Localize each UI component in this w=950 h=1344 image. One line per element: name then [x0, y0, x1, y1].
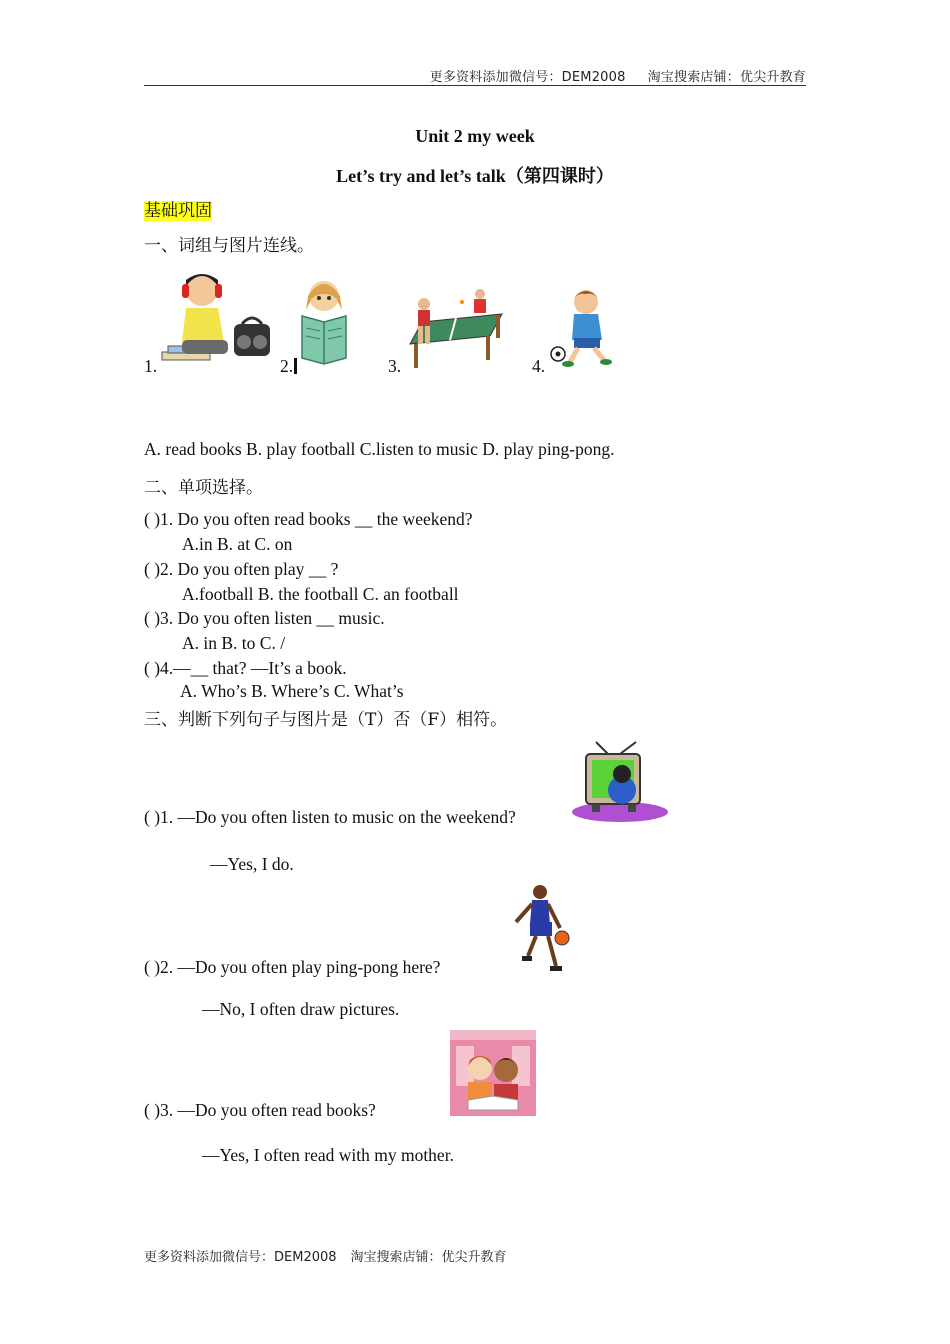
mc-options-1: A.in B. at C. on: [182, 534, 293, 554]
tf-question-3: ( )3. —Do you often read books?: [144, 1100, 376, 1120]
mc-question-1: ( )1. Do you often read books __ the weekend?: [144, 509, 473, 529]
mc-question-2: ( )2. Do you often play __ ?: [144, 559, 339, 579]
page-footer: [144, 1246, 507, 1265]
unit-title: Unit 2 my week: [415, 126, 535, 146]
tf-answer-3: —Yes, I often read with my mother.: [202, 1145, 454, 1165]
pic-number-4: 4.: [532, 356, 546, 376]
header-wechat: 更多资料添加微信号：DEM2008: [429, 70, 626, 85]
part3-heading: 三、判断下列句子与图片是（T）否（F）相符。: [144, 710, 508, 730]
header-rule: [144, 85, 806, 86]
watching-tv-picture: [568, 740, 670, 826]
tf-question-2: ( )2. —Do you often play ping-pong here?: [144, 957, 441, 977]
text-cursor-mark: [294, 358, 297, 374]
tf-answer-2: —No, I often draw pictures.: [202, 999, 400, 1019]
basketball-picture: [508, 882, 572, 976]
part2-heading: 二、单项选择。: [144, 478, 263, 498]
football-picture: [548, 288, 620, 370]
section-label-text: 基础巩固: [144, 201, 212, 221]
pic-number-1: 1.: [144, 356, 158, 376]
mc-question-3: ( )3. Do you often listen __ music.: [144, 608, 385, 628]
mc-options-3: A. in B. to C. /: [182, 633, 286, 653]
footer-wechat: 更多资料添加微信号：DEM2008: [144, 1250, 337, 1265]
footer-shop: 淘宝搜索店铺：优尖升教育: [350, 1250, 507, 1265]
lesson-title: Let’s try and let’s talk（第四课时）: [336, 166, 614, 186]
mc-options-4: A. Who’s B. Where’s C. What’s: [180, 681, 404, 701]
reading-together-picture: [450, 1030, 536, 1116]
header-shop: 淘宝搜索店铺：优尖升教育: [647, 70, 806, 85]
part1-heading: 一、词组与图片连线。: [144, 236, 314, 256]
ping-pong-picture: [404, 288, 504, 372]
page-header: [408, 66, 806, 85]
pic-number-3: 3.: [388, 356, 402, 376]
mc-options-2: A.football B. the football C. an football: [182, 584, 459, 604]
listening-music-picture: [160, 268, 272, 372]
pic-number-2: 2.: [280, 356, 294, 376]
section-label: [144, 196, 212, 221]
girl-reading-picture: [296, 276, 352, 372]
tf-answer-1: —Yes, I do.: [210, 854, 294, 874]
part1-options: A. read books B. play football C.listen to music D. play ping-pong.: [144, 439, 615, 459]
mc-question-4: ( )4.—__ that? —It’s a book.: [144, 658, 347, 678]
tf-question-1: ( )1. —Do you often listen to music on the weekend?: [144, 807, 516, 827]
